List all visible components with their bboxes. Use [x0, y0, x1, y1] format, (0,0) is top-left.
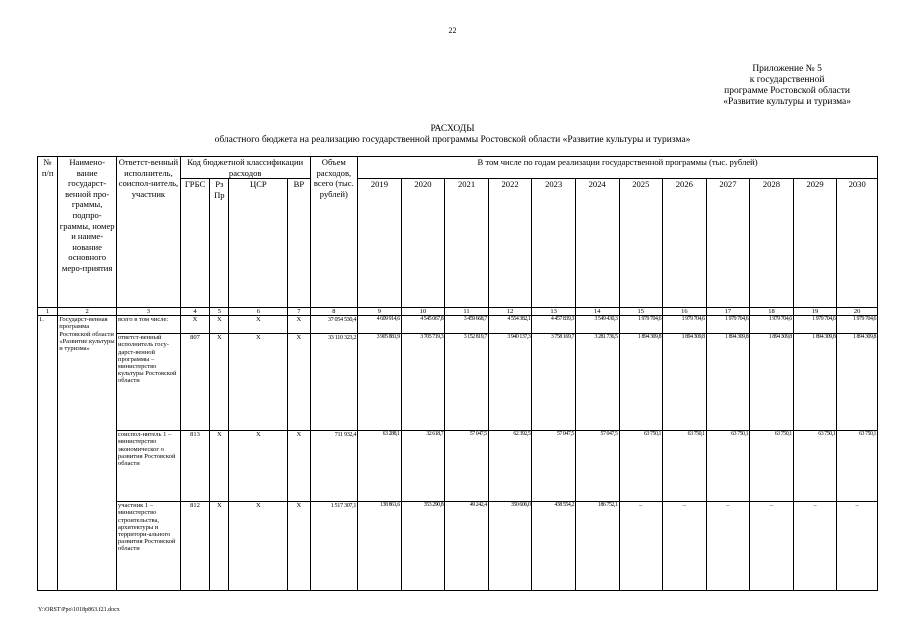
year-value-cell: 63 750,1: [793, 431, 837, 502]
year-value-cell: 350 606,0: [488, 502, 532, 591]
appendix-line-4: «Развитие культуры и туризма»: [723, 97, 851, 107]
total-cell: 711 932,4: [310, 431, 358, 502]
program-name: Государст-венная программа Ростовской области «Развитие культуры и туризма»: [58, 316, 117, 591]
header-year: 2026: [663, 179, 707, 308]
grbs-cell: 812: [180, 502, 209, 591]
year-value-cell: 63 750,1: [619, 431, 663, 502]
vr-cell: X: [288, 334, 310, 431]
year-value-cell: 3 905 881,9: [358, 334, 402, 431]
title-line-2: областного бюджета на реализацию государственной программы Ростовской области «Развитие культуры и туризма»: [214, 135, 691, 145]
header-code-group: Код бюджетной классификации расходов: [180, 157, 310, 179]
year-value-cell: 438 554,2: [532, 502, 576, 591]
column-number: 14: [575, 308, 619, 316]
year-value-cell: 1 894 309,8: [663, 334, 707, 431]
year-value-cell: 1 979 704,6: [750, 316, 794, 334]
year-value-cell: 1 894 309,8: [793, 334, 837, 431]
year-value-cell: 1 979 704,6: [663, 316, 707, 334]
appendix-line-2: к государственной: [749, 75, 825, 85]
header-volume-top: Объем расходов,: [310, 157, 358, 179]
header-csr: ЦСР: [229, 179, 288, 308]
year-value-cell: 1 894 309,8: [706, 334, 750, 431]
year-value-cell: 63 750,1: [706, 431, 750, 502]
year-value-cell: –: [706, 502, 750, 591]
appendix-note: [723, 64, 851, 108]
column-number-row: [38, 308, 878, 316]
vr-cell: X: [288, 431, 310, 502]
year-value-cell: 63 750,1: [837, 431, 878, 502]
year-value-cell: 353 290,8: [401, 502, 445, 591]
executor-cell: соиспол-нитель 1 – министерство экономическог о развития Ростовской области: [117, 431, 181, 502]
year-value-cell: –: [619, 502, 663, 591]
year-value-cell: 4 545 067,8: [401, 316, 445, 334]
document-title: [0, 124, 905, 146]
appendix-line-3: программе Ростовской области: [724, 86, 851, 96]
year-value-cell: 3 152 819,7: [445, 334, 489, 431]
header-year: 2025: [619, 179, 663, 308]
column-number: 4: [180, 308, 209, 316]
header-year: 2029: [793, 179, 837, 308]
header-year: 2022: [488, 179, 532, 308]
header-num: № п/п: [38, 157, 58, 308]
year-value-cell: 63 750,1: [750, 431, 794, 502]
column-number: 13: [532, 308, 576, 316]
header-year: 2030: [837, 179, 878, 308]
year-value-cell: 4 609 914,6: [358, 316, 402, 334]
grbs-cell: 807: [180, 334, 209, 431]
header-year: 2019: [358, 179, 402, 308]
column-number: 12: [488, 308, 532, 316]
header-year: 2028: [750, 179, 794, 308]
year-value-cell: 4 554 382,1: [488, 316, 532, 334]
csr-cell: X: [229, 316, 288, 334]
year-value-cell: 186 752,1: [575, 502, 619, 591]
year-value-cell: 1 979 704,6: [793, 316, 837, 334]
year-value-cell: 1 894 309,8: [750, 334, 794, 431]
year-value-cell: 3 940 137,3: [488, 334, 532, 431]
year-value-cell: 3 758 169,7: [532, 334, 576, 431]
column-number: 20: [837, 308, 878, 316]
year-value-cell: 3 549 430,3: [575, 316, 619, 334]
year-value-cell: –: [837, 502, 878, 591]
column-number: 18: [750, 308, 794, 316]
year-value-cell: 63 750,1: [663, 431, 707, 502]
header-vr: ВР: [288, 179, 310, 308]
header-volume-sub: всего (тыс. рублей): [310, 178, 358, 308]
year-value-cell: 49 242,4: [445, 502, 489, 591]
rzpr-cell: X: [210, 334, 229, 431]
header-year: 2023: [532, 179, 576, 308]
total-cell: 33 110 323,2: [310, 334, 358, 431]
year-value-cell: 1 979 704,6: [706, 316, 750, 334]
column-number: 8: [310, 308, 358, 316]
title-line-1: РАСХОДЫ: [430, 124, 475, 134]
page-number: 22: [448, 26, 457, 35]
year-value-cell: 57 047,5: [532, 431, 576, 502]
grbs-cell: X: [180, 316, 209, 334]
header-name: Наимено-вание государст-венной про-граммы, подпро-граммы, номер и наиме-нование основного меро-приятия: [58, 157, 117, 308]
year-value-cell: 3 281 736,5: [575, 334, 619, 431]
appendix-line-1: Приложение № 5: [752, 64, 822, 74]
year-value-cell: 1 979 704,6: [619, 316, 663, 334]
year-value-cell: 1 979 704,6: [837, 316, 878, 334]
budget-table: [37, 156, 878, 591]
column-number: 5: [210, 308, 229, 316]
file-path-footer: Y:\ORST\Ppo\1018p863.f21.docx: [38, 607, 120, 613]
table-row-total: [38, 316, 878, 334]
year-value-cell: 32 618,7: [401, 431, 445, 502]
executor-cell: ответст-венный исполнитель государст-венной программы – министерство культуры Ростовской области: [117, 334, 181, 431]
column-number: 15: [619, 308, 663, 316]
column-number: 19: [793, 308, 837, 316]
vr-cell: X: [288, 502, 310, 591]
column-number: 3: [117, 308, 181, 316]
csr-cell: X: [229, 502, 288, 591]
year-value-cell: –: [793, 502, 837, 591]
header-year: 2024: [575, 179, 619, 308]
total-cell: 37 054 530,4: [310, 316, 358, 334]
table-row-participant: [38, 502, 878, 591]
rzpr-cell: X: [210, 502, 229, 591]
vr-cell: X: [288, 316, 310, 334]
header-years-group: В том числе по годам реализации государственной программы (тыс. рублей): [358, 157, 878, 179]
total-cell: 1 517 307,1: [310, 502, 358, 591]
year-value-cell: 4 457 839,3: [532, 316, 576, 334]
csr-cell: X: [229, 334, 288, 431]
year-value-cell: 3 459 668,7: [445, 316, 489, 334]
year-value-cell: 1 894 309,8: [837, 334, 878, 431]
executor-cell: участник 1 – министерство строительства, архитектуры и территори-ального развития Ростовской области: [117, 502, 181, 591]
year-value-cell: 62 392,5: [488, 431, 532, 502]
column-number: 17: [706, 308, 750, 316]
header-year: 2020: [401, 179, 445, 308]
column-number: 1: [38, 308, 58, 316]
year-value-cell: 138 861,6: [358, 502, 402, 591]
column-number: 11: [445, 308, 489, 316]
column-number: 6: [229, 308, 288, 316]
csr-cell: X: [229, 431, 288, 502]
table-row-coexecutor: [38, 431, 878, 502]
column-number: 16: [663, 308, 707, 316]
year-value-cell: 3 705 719,3: [401, 334, 445, 431]
year-value-cell: 57 047,5: [575, 431, 619, 502]
program-number: 1.: [38, 316, 58, 591]
column-number: 9: [358, 308, 402, 316]
rzpr-cell: X: [210, 316, 229, 334]
year-value-cell: 57 047,5: [445, 431, 489, 502]
year-value-cell: –: [750, 502, 794, 591]
rzpr-cell: X: [210, 431, 229, 502]
header-executor: Ответст-венный исполнитель, соиспол-нитель, участник: [117, 157, 181, 308]
year-value-cell: 1 894 309,8: [619, 334, 663, 431]
table-row-responsible: [38, 334, 878, 431]
header-year: 2021: [445, 179, 489, 308]
column-number: 10: [401, 308, 445, 316]
grbs-cell: 813: [180, 431, 209, 502]
year-value-cell: 63 288,1: [358, 431, 402, 502]
year-value-cell: –: [663, 502, 707, 591]
column-number: 7: [288, 308, 310, 316]
header-grbs: ГРБС: [180, 179, 209, 308]
column-number: 2: [58, 308, 117, 316]
executor-cell: всего в том числе:: [117, 316, 181, 334]
header-rzpr: Рз Пр: [210, 179, 229, 308]
header-year: 2027: [706, 179, 750, 308]
